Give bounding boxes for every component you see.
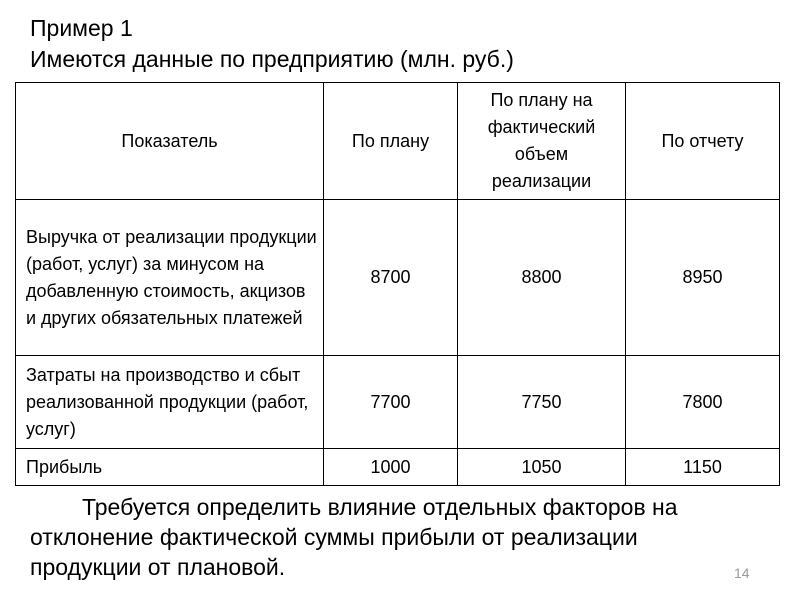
cell-value: 7750: [458, 356, 626, 449]
row-label-costs: Затраты на производство и сбыт реализованной продукции (работ, услуг): [16, 356, 324, 449]
cell-value: 7700: [324, 356, 458, 449]
task-line: продукции от плановой.: [30, 554, 286, 580]
cell-value: 1150: [626, 449, 780, 486]
cell-value: 1050: [458, 449, 626, 486]
task-line: Требуется определить влияние отдельных факторов на: [82, 494, 678, 520]
cell-value: 8800: [458, 200, 626, 356]
header-plan: По плану: [324, 83, 458, 200]
header-indicator: Показатель: [16, 83, 324, 200]
page-number: 14: [734, 565, 750, 581]
cell-value: 8950: [626, 200, 780, 356]
enterprise-data-table: [15, 82, 780, 486]
example-number: Пример 1: [30, 15, 133, 41]
table-row: [16, 356, 780, 449]
table-row: [16, 449, 780, 486]
cell-value: 1000: [324, 449, 458, 486]
row-label-profit: Прибыль: [16, 449, 324, 486]
header-plan-actual-volume: По плану на фактический объем реализации: [458, 83, 626, 200]
cell-value: 7800: [626, 356, 780, 449]
row-label-revenue: Выручка от реализации продукции (работ, услуг) за минусом на добавленную стоимость, акцизов и других обязательных платежей: [16, 200, 324, 356]
table-row: [16, 200, 780, 356]
header-report: По отчету: [626, 83, 780, 200]
task-statement: [30, 492, 775, 582]
table-header-row: [16, 83, 780, 200]
cell-value: 8700: [324, 200, 458, 356]
slide-title: [30, 13, 514, 75]
example-description: Имеются данные по предприятию (млн. руб.): [30, 46, 514, 72]
task-line: отклонение фактической суммы прибыли от реализации: [30, 524, 638, 550]
